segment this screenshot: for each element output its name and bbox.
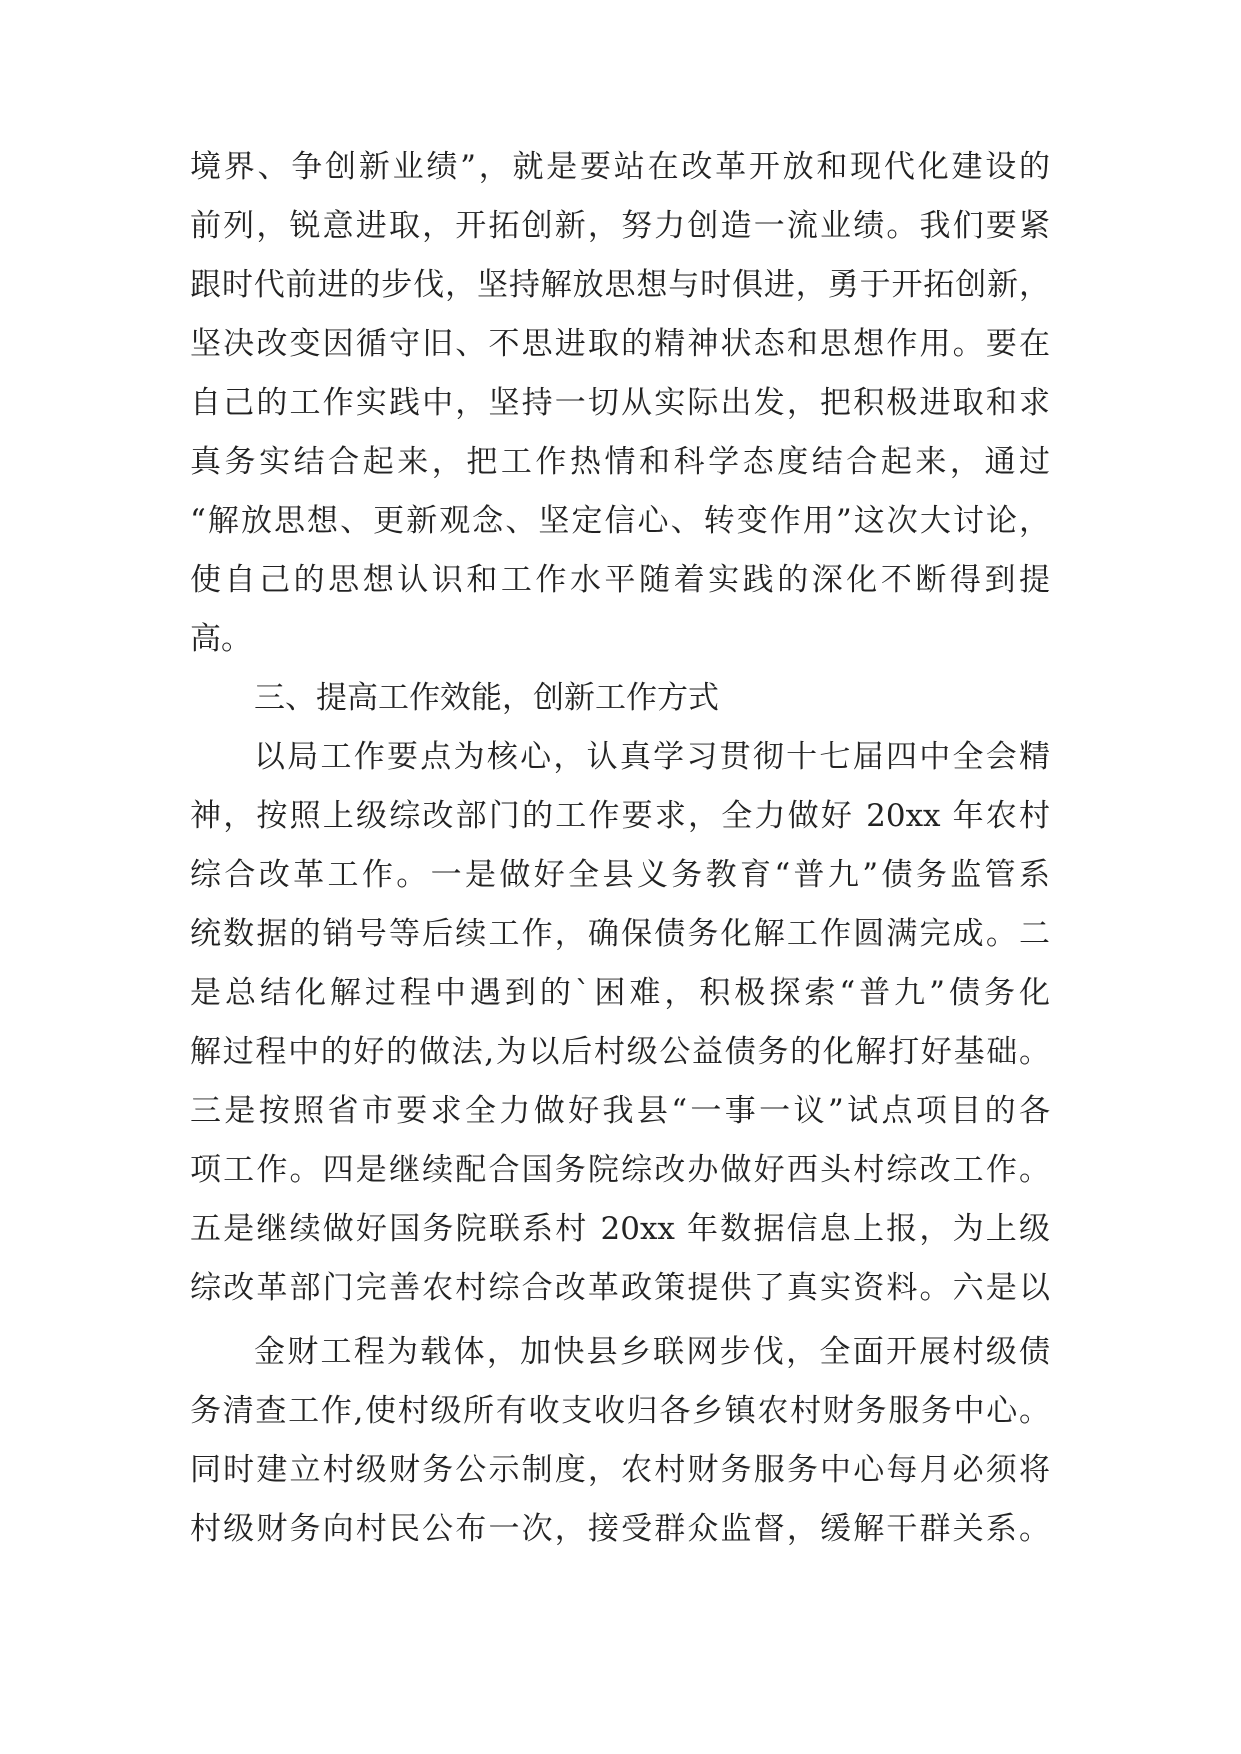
- text-line: 以局工作要点为核心，认真学习贯彻十七届四中全会精: [254, 739, 1050, 775]
- text-line: 高。: [190, 621, 252, 657]
- text-line: 神，按照上级综改部门的工作要求，全力做好 20xx 年农村: [190, 798, 1050, 834]
- text-line: 真务实结合起来，把工作热情和科学态度结合起来，通过: [190, 444, 1050, 480]
- text-line: 境界、争创新业绩”，就是要站在改革开放和现代化建设的: [190, 149, 1050, 185]
- text-line: 综改革部门完善农村综合改革政策提供了真实资料。六是以: [190, 1270, 1050, 1306]
- text-line: 是总结化解过程中遇到的`困难，积极探索“普九”债务化: [190, 975, 1050, 1011]
- text-line: 同时建立村级财务公示制度，农村财务服务中心每月必须将: [190, 1452, 1050, 1488]
- text-line: 三是按照省市要求全力做好我县“一事一议”试点项目的各: [190, 1093, 1050, 1129]
- text-line: 坚决改变因循守旧、不思进取的精神状态和思想作用。要在: [190, 326, 1050, 362]
- text-line: 自己的工作实践中，坚持一切从实际出发，把积极进取和求: [190, 385, 1050, 421]
- text-line: 村级财务向村民公布一次，接受群众监督，缓解干群关系。: [190, 1511, 1050, 1547]
- section-heading: 三、提高工作效能，创新工作方式: [254, 680, 719, 716]
- text-line: 前列，锐意进取，开拓创新，努力创造一流业绩。我们要紧: [190, 208, 1050, 244]
- text-line: 五是继续做好国务院联系村 20xx 年数据信息上报，为上级: [190, 1211, 1050, 1247]
- text-line: “解放思想、更新观念、坚定信心、转变作用”这次大讨论，: [190, 503, 1050, 539]
- text-line: 项工作。四是继续配合国务院综改办做好西头村综改工作。: [190, 1152, 1050, 1188]
- text-line: 务清查工作,使村级所有收支收归各乡镇农村财务服务中心。: [190, 1393, 1050, 1429]
- text-line: 使自己的思想认识和工作水平随着实践的深化不断得到提: [190, 562, 1050, 598]
- text-line: 综合改革工作。一是做好全县义务教育“普九”债务监管系: [190, 857, 1050, 893]
- text-line: 跟时代前进的步伐，坚持解放思想与时俱进，勇于开拓创新，: [190, 267, 1050, 303]
- text-line: 解过程中的好的做法,为以后村级公益债务的化解打好基础。: [190, 1034, 1050, 1070]
- text-line: 统数据的销号等后续工作，确保债务化解工作圆满完成。二: [190, 916, 1050, 952]
- text-line: 金财工程为载体，加快县乡联网步伐，全面开展村级债: [254, 1334, 1050, 1370]
